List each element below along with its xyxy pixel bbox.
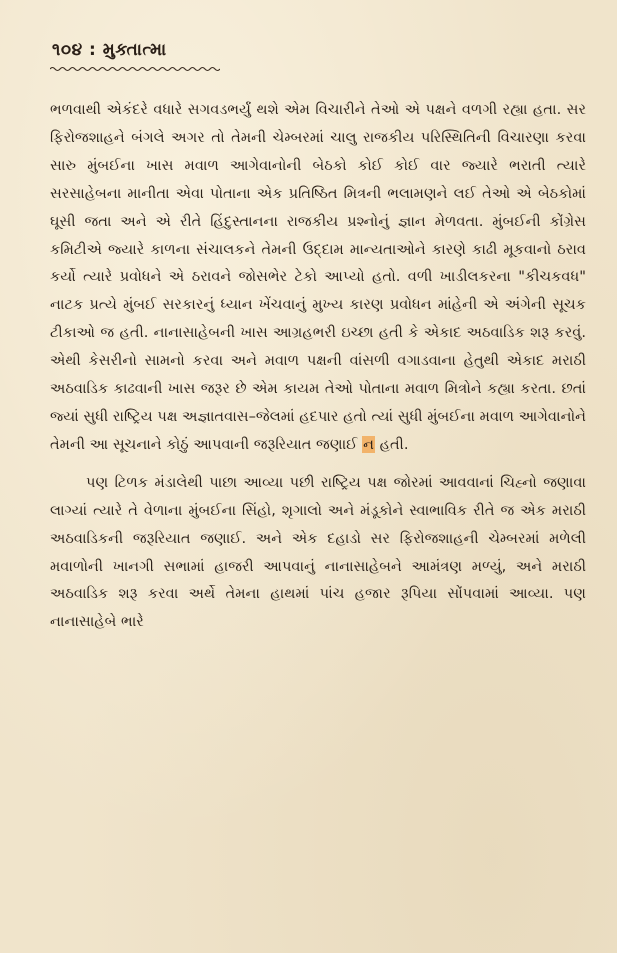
- paragraph-1-ending: હતી.: [379, 435, 409, 453]
- header-separator: :: [89, 40, 97, 60]
- running-header: [52, 40, 167, 60]
- chapter-title: મુક્તાત્મા: [102, 40, 167, 60]
- paragraph-2: પણ ટિળક મંડાલેથી પાછા આવ્યા પછી રાષ્ટ્રિય પક્ષ જોરમાં આવવાનાં ચિહ્નો જણાવા લાગ્યાં ત્યારે તે વેળાના મુંબઈના સિંહો, શૃગાલો અને મંડૂકોને સ્વાભાવિક રીતે જ એક મરાઠી અઠવાડિકની જરૂરિયાત જણાઈ. અને એક દહાડો સર ફિરોજશાહની ચેમ્બરમાં મળેલી મવાળોની ખાનગી સભામાં હાજરી આપવાનું નાનાસાહેબને આમંત્રણ મળ્યું, અને મરાઠી અઠવાડિક શરૂ કરવા અર્થે તેમના હાથમાં પાંચ હજાર રૂપિયા સોંપવામાં આવ્યા. પણ નાનાસાહેબે ભારે: [50, 473, 586, 631]
- header-wavy-rule: [50, 66, 220, 72]
- highlighted-word: ન: [363, 435, 374, 453]
- page-number: ૧૦૪: [52, 40, 83, 60]
- paragraph-1-text: ભળવાથી એકંદરે વધારે સગવડભર્યું થશે એમ વિચારીને તેઓ એ પક્ષને વળગી રહ્યા હતા. સર ફિરોજશાહને બંગલે અગર તો તેમની ચેમ્બરમાં ચાલુ રાજકીય પરિસ્થિતિની વિચારણા કરવા સારુ મુંબઈના ખાસ મવાળ આગેવાનોની બેઠકો કોઈ કોઈ વાર જ્યારે ભરાતી ત્યારે સરસાહેબના માનીતા એવા પોતાના એક પ્રતિષ્ઠિત મિત્રની ભલામણને લઈ તેઓ એ બેઠકોમાં ઘૂસી જતા અને એ રીતે હિંદુસ્તાનના રાજકીય પ્રશ્નોનું જ્ઞાન મેળવતા. મુંબઈની કોંગ્રેસ કમિટીએ જ્યારે કાળના સંચાલકને તેમની ઉદ્દામ માન્યતાઓને કારણે કાઢી મૂકવાનો ઠરાવ કર્યો ત્યારે પ્રવોધને એ ઠરાવને જોસભેર ટેકો આપ્યો હતો. વળી ખાડીલકરના "કીચકવધ" નાટક પ્રત્યે મુંબઈ સરકારનું ધ્યાન ખેંચવાનું મુખ્ય કારણ પ્રવોધન માંહેની એ અંગેની સૂચક ટીકાઓ જ હતી. નાનાસાહેબની ખાસ આગ્રહભરી ઇચ્છા હતી કે એકાદ અઠવાડિક શરૂ કરવું. એથી કેસરીનો સામનો કરવા અને મવાળ પક્ષની વાંસળી વગાડવાના હેતુથી એકાદ મરાઠી અઠવાડિક કાઢવાની ખાસ જરૂર છે એમ કાયમ તેઓ પોતાના મવાળ મિત્રોને કહ્યા કરતા. છતાં જ્યાં સુધી રાષ્ટ્રિય પક્ષ અજ્ઞાતવાસ–જેલમાં હદપાર હતો ત્યાં સુધી મુંબઈના મવાળ આગેવાનોને તેમની આ સૂચનાને કોઠું આપવાની જરૂરિયાત જણાઈ: [50, 101, 586, 453]
- page-body: [50, 96, 586, 636]
- paragraph-1: [50, 96, 586, 459]
